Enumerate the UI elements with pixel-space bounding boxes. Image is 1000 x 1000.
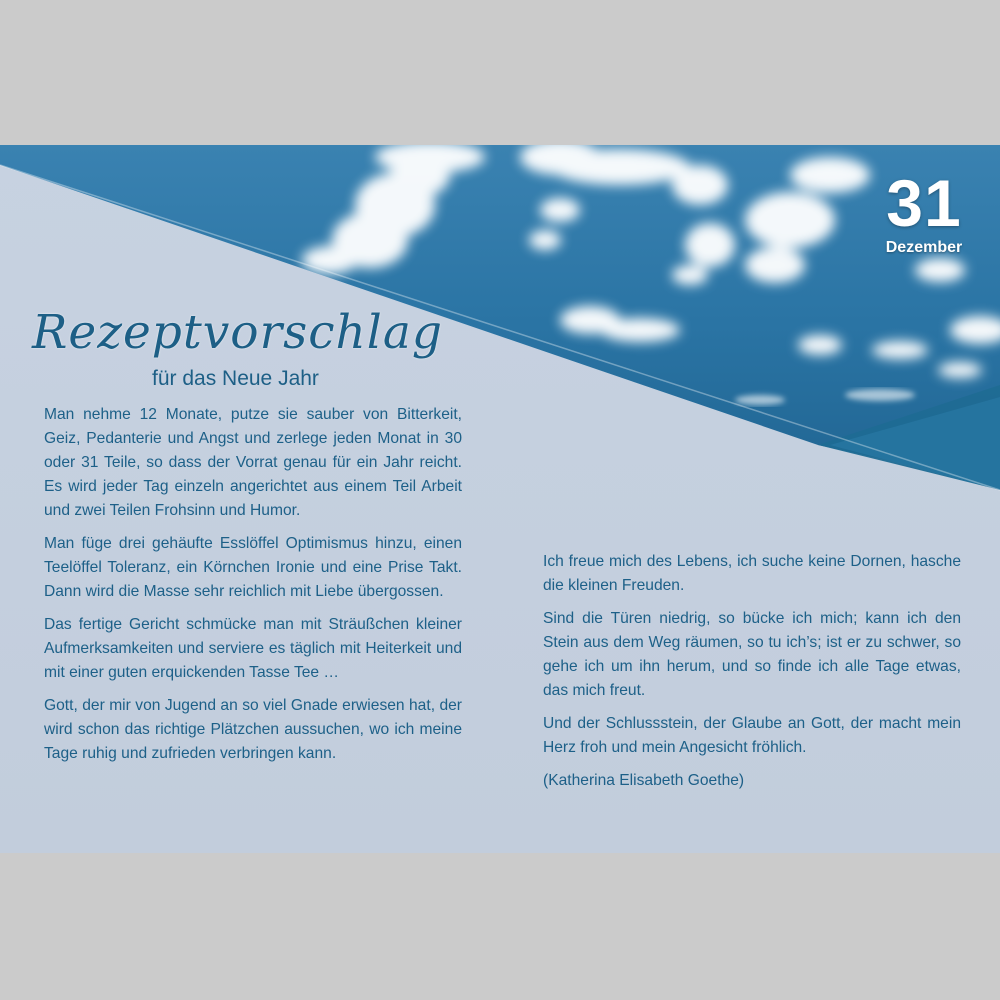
paragraph: Sind die Türen niedrig, so bücke ich mich; kann ich den Stein aus dem Weg räumen, so tu ich’s; ist er zu schwer, so gehe ich um ihn herum, und so finde ich alle Tage etwas, das mich freut.: [543, 610, 961, 699]
paragraph: Ich freue mich des Lebens, ich suche keine Dornen, hasche die kleinen Freuden.: [543, 553, 961, 594]
date-month: Dezember: [885, 239, 963, 256]
left-column: [44, 403, 462, 775]
paragraph: Das fertige Gericht schmücke man mit Sträußchen kleiner Aufmerksamkeiten und serviere es täglich mit Heiterkeit und mit einer guten erquickenden Tasse Tee …: [44, 616, 462, 681]
paragraph: Man nehme 12 Monate, putze sie sauber von Bitterkeit, Geiz, Pedanterie und Angst und zerlege jeden Monat in 30 oder 31 Teile, so dass der Vorrat genau für ein Jahr reicht. Es wird jeder Tag einzeln angerichtet aus einem Teil Arbeit und zwei Teilen Frohsinn und Humor.: [44, 406, 462, 519]
right-column: [543, 550, 961, 802]
date-day: 31: [886, 166, 962, 240]
recipe-heading: [32, 305, 452, 400]
paragraph: Man füge drei gehäufte Esslöffel Optimismus hinzu, einen Teelöffel Toleranz, ein Körnchen Ironie und eine Prise Takt. Dann wird die Masse sehr reichlich mit Liebe übergossen.: [44, 535, 462, 600]
quote-attribution: (Katherina Elisabeth Goethe): [543, 772, 745, 789]
calendar-card: [0, 145, 1000, 853]
paragraph: Gott, der mir von Jugend an so viel Gnade erwiesen hat, der wird schon das richtige Plätzchen aussuchen, wo ich meine Tage ruhig und zufrieden verbringen kann.: [44, 697, 462, 762]
heading-title: Rezeptvorschlag: [32, 305, 443, 360]
date-badge: [878, 166, 970, 257]
heading-subtitle: für das Neue Jahr: [152, 367, 319, 390]
paragraph: Und der Schlussstein, der Glaube an Gott, der macht mein Herz froh und mein Angesicht fröhlich.: [543, 715, 961, 756]
